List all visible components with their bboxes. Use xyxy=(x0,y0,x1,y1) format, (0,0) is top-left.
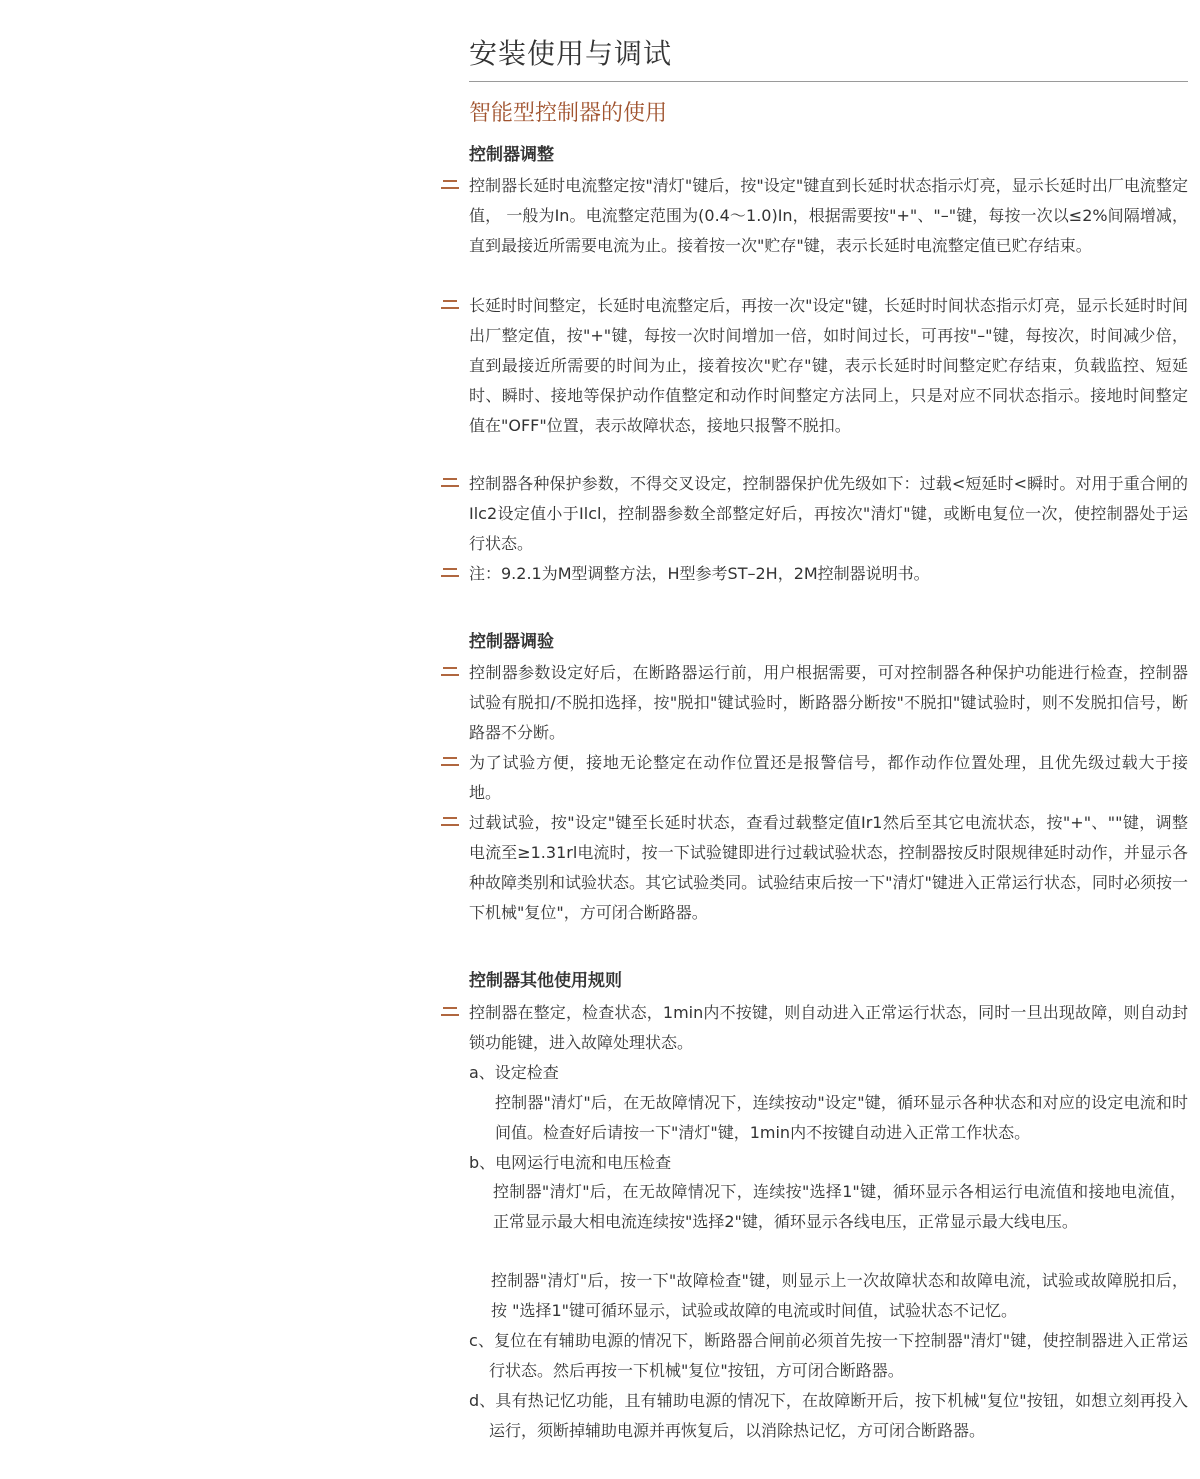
bullet-icon xyxy=(441,757,459,769)
sub-item-b-text-2: 控制器"清灯"后，按一下"故障检查"键，则显示上一次故障状态和故障电流，试验或故障脱扣后，按 "选择1"键可循环显示，试验或故障的电流或时间值，试验状态不记忆。 xyxy=(491,1271,1188,1320)
bullet-icon xyxy=(441,568,459,580)
paragraph-adjust-note: 注：9.2.1为M型调整方法，H型参考ST–2H，2M控制器说明书。 xyxy=(469,564,930,583)
bullet-icon xyxy=(441,300,459,312)
title-divider xyxy=(469,81,1188,82)
sub-item-b-text-1: 控制器"清灯"后，在无故障情况下，连续按"选择1"键，循环显示各相运行电流值和接地电流值，正常显示最大相电流连续按"选择2"键，循环显示各线电压，正常显示最大线电压。 xyxy=(493,1182,1186,1231)
bullet-icon xyxy=(441,478,459,490)
sub-item-d: d、具有热记忆功能，且有辅助电源的情况下，在故障断开后，按下机械"复位"按钮，如想立刻再投入运行，须断掉辅助电源并再恢复后，以消除热记忆，方可闭合断路器。 xyxy=(469,1391,1188,1440)
sub-item-a-label: a、设定检查 xyxy=(469,1063,559,1082)
sub-item-a-text: 控制器"清灯"后，在无故障情况下，连续按动"设定"键，循环显示各种状态和对应的设定电流和时间值。检查好后请按一下"清灯"键，1min内不按键自动进入正常工作状态。 xyxy=(495,1093,1188,1142)
sub-item-b-label: b、电网运行电流和电压检查 xyxy=(469,1153,672,1172)
paragraph-test-3: 过载试验，按"设定"键至长延时状态，查看过载整定值Ir1然后至其它电流状态，按"+"、""键，调整电流至≥1.31rl电流时，按一下试验键即进行过载试验状态，控制器按反时限规律延时动作，并显示各种故障类别和试验状态。其它试验类同。试验结束后按一下"清灯"键进入正常运行状态，同时必须按一下机械"复位"，方可闭合断路器。 xyxy=(469,813,1188,922)
sub-item-c: c、复位在有辅助电源的情况下，断路器合闸前必须首先按一下控制器"清灯"键，使控制器进入正常运行状态。然后再按一下机械"复位"按钮，方可闭合断路器。 xyxy=(469,1331,1188,1380)
page-title: 安装使用与调试 xyxy=(469,37,673,70)
section-heading-other-rules: 控制器其他使用规则 xyxy=(469,971,622,991)
section-subtitle: 智能型控制器的使用 xyxy=(469,101,668,126)
section-heading-test: 控制器调验 xyxy=(469,632,554,652)
paragraph-adjust-3: 控制器各种保护参数，不得交叉设定，控制器保护优先级如下：过载<短延时<瞬时。对用于重合闸的Ilc2设定值小于Ilcl，控制器参数全部整定好后，再按次"清灯"键，或断电复位一次，使控制器处于运行状态。 xyxy=(469,474,1188,553)
section-heading-adjust: 控制器调整 xyxy=(469,145,554,165)
paragraph-adjust-2: 长延时时间整定，长延时电流整定后，再按一次"设定"键，长延时时间状态指示灯亮，显示长延时时间出厂整定值，按"+"键，每按一次时间增加一倍，如时间过长，可再按"–"键，每按次，时间减少倍，直到最接近所需要的时间为止，接着按次"贮存"键，表示长延时时间整定贮存结束，负载监控、短延时、瞬时、接地等保护动作值整定和动作时间整定方法同上，只是对应不同状态指示。接地时间整定值在"OFF"位置，表示故障状态，接地只报警不脱扣。 xyxy=(469,296,1188,435)
bullet-icon xyxy=(441,817,459,829)
bullet-icon xyxy=(441,180,459,192)
bullet-icon xyxy=(441,1007,459,1019)
bullet-icon xyxy=(441,667,459,679)
paragraph-test-1: 控制器参数设定好后，在断路器运行前，用户根据需要，可对控制器各种保护功能进行检查，控制器试验有脱扣/不脱扣选择，按"脱扣"键试验时，断路器分断按"不脱扣"键试验时，则不发脱扣信号，断路器不分断。 xyxy=(469,663,1188,742)
paragraph-adjust-1: 控制器长延时电流整定按"清灯"键后，按"设定"键直到长延时状态指示灯亮，显示长延时出厂电流整定值， 一般为In。电流整定范围为(0.4～1.0)In，根据需要按"+"、"–"键，每按一次以≤2%间隔增减，直到最接近所需要电流为止。接着按一次"贮存"键，表示长延时电流整定值已贮存结束。 xyxy=(469,176,1188,255)
paragraph-test-2: 为了试验方便，接地无论整定在动作位置还是报警信号，都作动作位置处理，且优先级过载大于接地。 xyxy=(469,753,1188,802)
paragraph-rules-1: 控制器在整定，检查状态，1min内不按键，则自动进入正常运行状态，同时一旦出现故障，则自动封锁功能键，进入故障处理状态。 xyxy=(469,1003,1188,1052)
